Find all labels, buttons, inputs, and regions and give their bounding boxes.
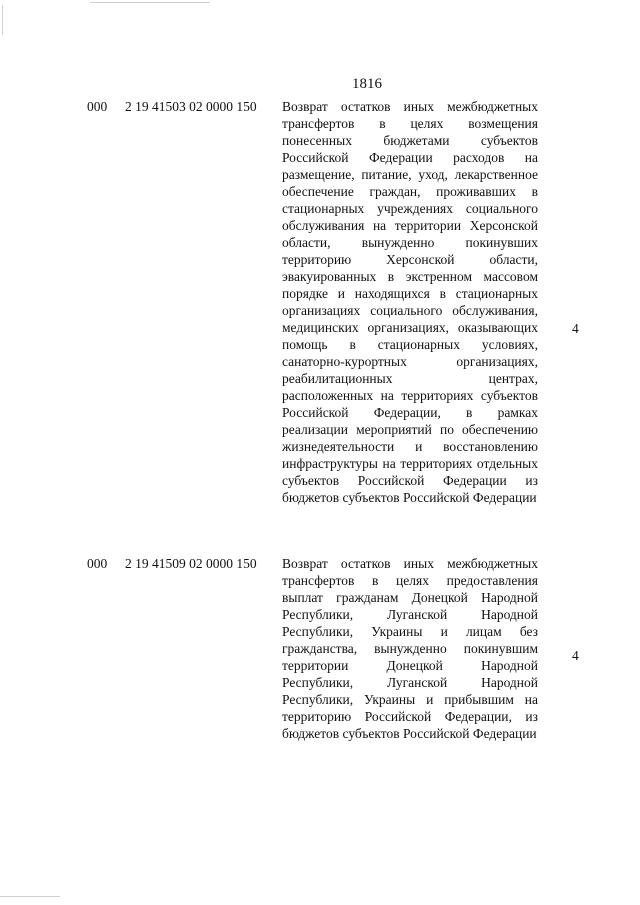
scan-artifact-top <box>90 2 210 3</box>
scan-artifact-bottom <box>0 896 60 897</box>
budget-classification-code: 2 19 41509 02 0000 150 <box>125 556 257 571</box>
admin-code: 000 <box>87 556 108 571</box>
amount-value: 4 <box>572 648 579 663</box>
revenue-description: Возврат остатков иных межбюджетных трансфертов в целях предоставления выплат гражданам Донецкой Народной Республики, Луганской Народной Республики, Украины и лицам без гражданства, вынужденно покинувшим территории Донецкой Народной Республики, Луганской Народной Республики, Украины и прибывшим на территорию Российской Федерации, из бюджетов субъектов Российской Федерации <box>282 556 538 741</box>
scan-artifact-side <box>2 5 3 35</box>
budget-classification-code: 2 19 41503 02 0000 150 <box>125 99 257 114</box>
page-number: 1816 <box>352 76 382 92</box>
amount-value: 4 <box>572 321 579 336</box>
revenue-description: Возврат остатков иных межбюджетных трансфертов в целях возмещения понесенных бюджетами субъектов Российской Федерации расходов на размещение, питание, уход, лекарственное обеспечение граждан, проживавших в стационарных учреждениях социального обслуживания на территории Херсонской области, вынужденно покинувших территорию Херсонской области, эвакуированных в экстренном массовом порядке и находящихся в стационарных организациях социального обслуживания, медицинских организациях, оказывающих помощь в стационарных условиях, санаторно-курортных организациях, реабилитационных центрах, расположенных на территориях субъектов Российской Федерации, в рамках реализации мероприятий по обеспечению жизнедеятельности и восстановлению инфраструктуры на территориях отдельных субъектов Российской Федерации из бюджетов субъектов Российской Федерации <box>282 99 538 505</box>
admin-code: 000 <box>87 99 108 114</box>
